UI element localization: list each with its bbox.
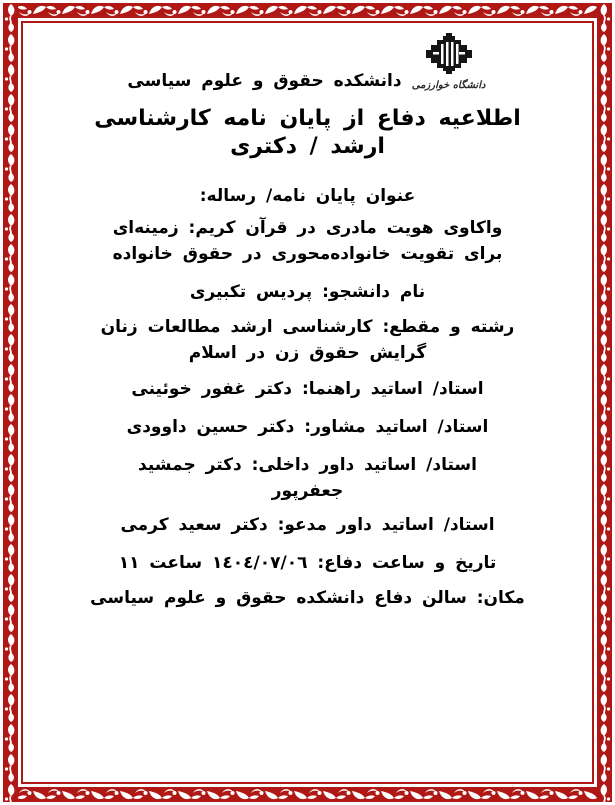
internal-examiner	[23, 452, 592, 504]
supervisor-line: استاد/ اساتید راهنما: دکتر غفور خوئینی	[131, 379, 484, 399]
page-title-line-1: اطلاعیه دفاع از پایان نامه کارشناسی	[94, 106, 521, 131]
advisor-line: استاد/ اساتید مشاور: دکتر حسین داوودی	[126, 417, 489, 437]
ornamental-border-left	[3, 3, 18, 802]
program-info	[23, 314, 592, 366]
thesis-title-line-1: واکاوی هویت مادری در قرآن کریم: زمینه‌ای	[112, 218, 503, 238]
university-logo	[410, 33, 488, 93]
thesis-title	[23, 215, 592, 267]
page-title	[23, 105, 592, 161]
faculty-name: دانشکده حقوق و علوم سیاسی	[127, 71, 402, 91]
university-name: دانشگاه خوارزمی	[411, 80, 486, 91]
program-line-1: رشته و مقطع: کارشناسی ارشد مطالعات زنان	[100, 317, 515, 337]
ornamental-border-right	[597, 3, 612, 802]
thesis-title-label: عنوان پایان نامه/ رساله:	[199, 186, 416, 206]
page-title-line-2: ارشد / دکتری	[230, 134, 385, 159]
ornamental-border-bottom	[3, 787, 612, 802]
header	[23, 33, 592, 93]
ornamental-border-top	[3, 3, 612, 18]
invited-examiner-line: استاد/ اساتید داور مدعو: دکتر سعید کرمی	[120, 515, 495, 535]
thesis-title-line-2: برای تقویت خانواده‌محوری در حقوق خانواده	[112, 244, 503, 264]
internal-examiner-line-2: جعفرپور	[271, 481, 344, 501]
program-line-2: گرایش حقوق زن در اسلام	[188, 343, 427, 363]
university-emblem-icon	[421, 33, 477, 75]
student-name-line: نام دانشجو: پردیس تکبیری	[189, 282, 426, 302]
internal-examiner-line-1: استاد/ اساتید داور داخلی: دکتر جمشید	[138, 455, 477, 475]
location-line: مکان: سالن دفاع دانشکده حقوق و علوم سیاسی	[90, 588, 525, 608]
defense-datetime-line: تاریخ و ساعت دفاع: ١٤٠٤/٠٧/٠٦ ساعت ١١	[118, 553, 497, 573]
announcement-content	[23, 23, 592, 782]
